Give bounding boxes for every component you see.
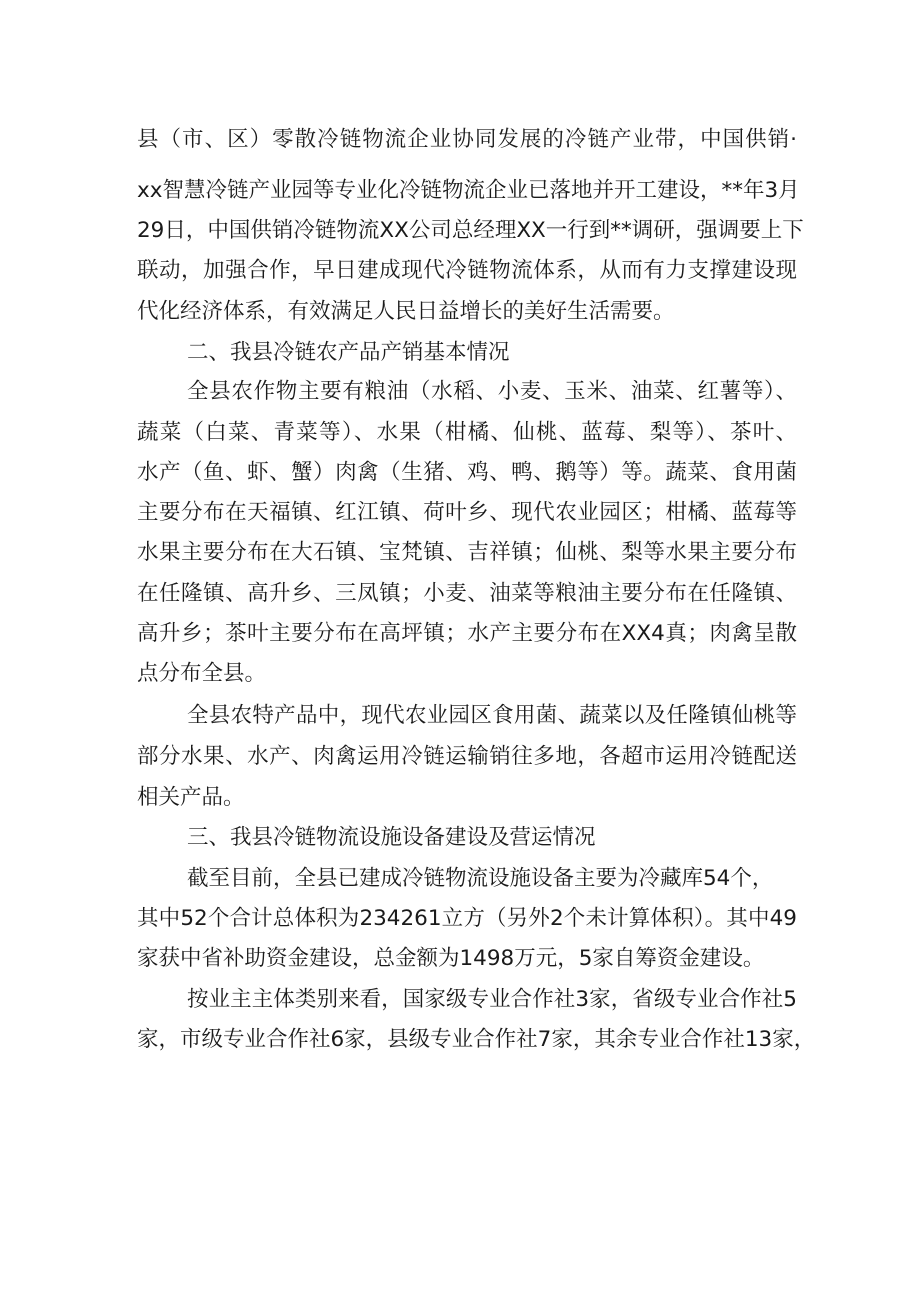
paragraph-first-line: 三、我县冷链物流设施设备建设及营运情况 [187, 825, 596, 850]
paragraph-line: 家，市级专业合作社6家，县级专业合作社7家，其余专业合作社13家， [137, 1027, 816, 1052]
paragraph-line: 家获中省补助资金建设，总金额为1498万元，5家自筹资金建设。 [137, 946, 765, 971]
paragraph-line: 水果主要分布在大石镇、宝梵镇、吉祥镇；仙桃、梨等水果主要分布 [137, 540, 797, 565]
paragraph-line: xx智慧冷链产业园等专业化冷链物流企业已落地并开工建设，**年3月 [137, 178, 800, 203]
paragraph-line: 代化经济体系，有效满足人民日益增长的美好生活需要。 [137, 299, 675, 324]
paragraph-first-line: 全县农作物主要有粮油（水稻、小麦、玉米、油菜、红薯等）、 [187, 379, 797, 404]
paragraph-line: 相关产品。 [137, 785, 245, 810]
paragraph-line: 主要分布在天福镇、红江镇、荷叶乡、现代农业园区；柑橘、蓝莓等 [137, 500, 797, 525]
paragraph-line: 29日，中国供销冷链物流XX公司总经理XX一行到**调研，强调要上下 [137, 218, 804, 243]
paragraph-line: 其中52个合计总体积为234261立方（另外2个未计算体积）。其中49 [137, 906, 797, 931]
paragraph-line: 部分水果、水产、肉禽运用冷链运输销往多地，各超市运用冷链配送 [137, 744, 797, 769]
paragraph-first-line: 截至目前，全县已建成冷链物流设施设备主要为冷藏库54个， [187, 866, 774, 891]
paragraph-line: 在任隆镇、高升乡、三凤镇；小麦、油菜等粮油主要分布在任隆镇、 [137, 581, 797, 606]
paragraph-line: 联动，加强合作，早日建成现代冷链物流体系，从而有力支撑建设现 [137, 258, 797, 283]
paragraph-first-line: 按业主主体类别来看，国家级专业合作社3家，省级专业合作社5 [187, 987, 797, 1012]
paragraph-first-line: 全县农特产品中，现代农业园区食用菌、蔬菜以及任隆镇仙桃等 [187, 703, 797, 728]
paragraph-line: 县（市、区）零散冷链物流企业协同发展的冷链产业带，中国供销· [137, 127, 797, 152]
paragraph-first-line: 二、我县冷链农产品产销基本情况 [187, 340, 510, 365]
paragraph-line: 水产（鱼、虾、蟹）肉禽（生猪、鸡、鸭、鹅等）等。蔬菜、食用菌 [137, 460, 797, 485]
paragraph-line: 高升乡；茶叶主要分布在高坪镇；水产主要分布在XX4真；肉禽呈散 [137, 621, 797, 646]
paragraph-line: 点分布全县。 [137, 661, 267, 686]
paragraph-line: 蔬菜（白菜、青菜等）、水果（柑橘、仙桃、蓝莓、梨等）、茶叶、 [137, 420, 797, 445]
